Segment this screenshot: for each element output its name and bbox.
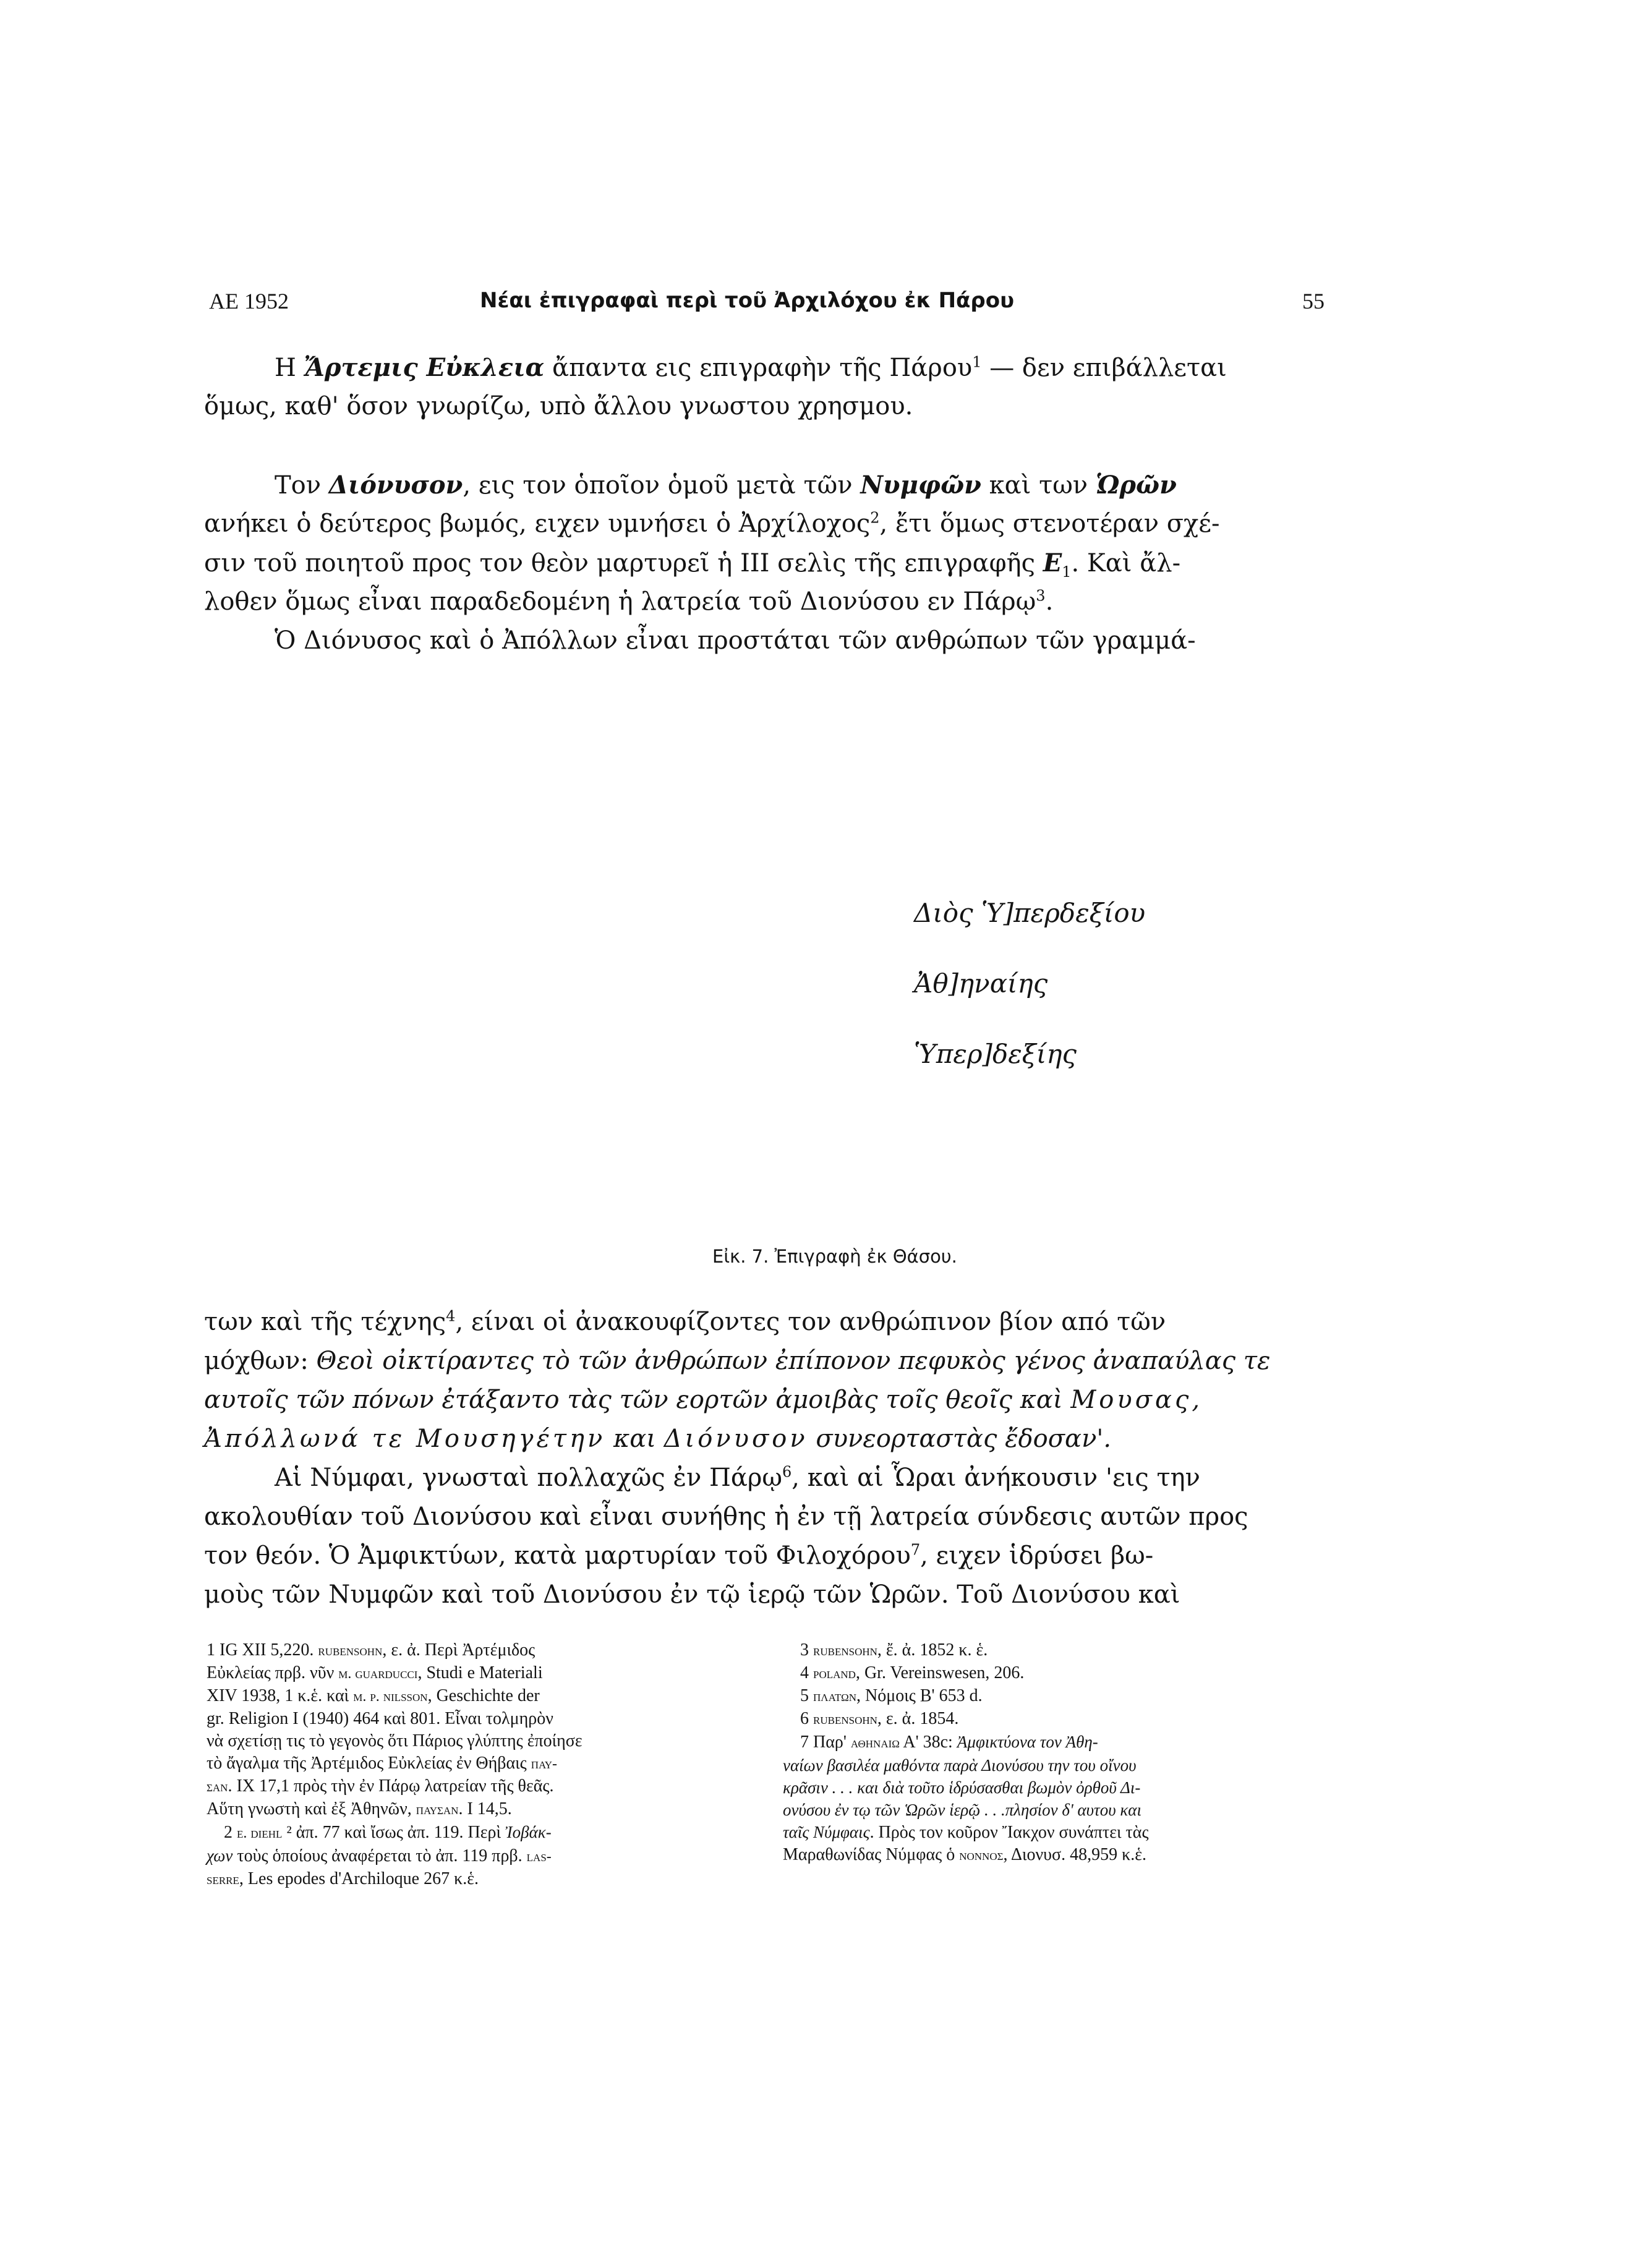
footnote-line: XIV 1938, 1 κ.ἑ. καὶ m. p. nilsson, Geschichte der	[207, 1686, 540, 1705]
text-line: μόχθων: Θεοὶ οἰκτίραντες τὸ τῶν ἀνθρώπων ἐπίπονον πεφυκὸς γένος ἀναπαύλας τε	[204, 1347, 1271, 1375]
text-line: Η Ἄρτεμις Εὐκλεια ἄπαντα εις επιγραφὴν τῆς Πάρου$^1$ — δεν επιβάλλεται	[275, 353, 1227, 382]
text-line: μοὺς τῶν Νυμφῶν καὶ τοῦ Διονύσου ἐν τῷ ἱερῷ τῶν Ὡρῶν. Τοῦ Διονύσου καὶ	[204, 1580, 1180, 1609]
footnote-line: ναίων βασιλέα μαθόντα παρὰ Διονύσου την του οἴνου	[783, 1756, 1137, 1775]
footnote-line: 2 e. diehl ² ἀπ. 77 καὶ ἴσως ἀπ. 119. Περὶ Ἰοβάκ-	[224, 1823, 552, 1842]
footnotes-right-column	[783, 1639, 1308, 1867]
footnote-line: 7 Παρ' αθηναιω Α' 38c: Ἀμφικτύονα τον Ἀθη-	[800, 1733, 1098, 1752]
article-title: Νέαι ἐπιγραφαὶ περὶ τοῦ Ἀρχιλόχου ἐκ Πάρου	[480, 288, 1015, 313]
journal-label: ΑΕ 1952	[209, 289, 289, 313]
footnote-line: serre, Les epodes d'Archiloque 267 κ.ἑ.	[207, 1869, 479, 1888]
footnote-line: νὰ σχετίσῃ τις τὸ γεγονὸς ὅτι Πάριος γλύπτης ἐποίησε	[207, 1731, 582, 1750]
text-line: σιν τοῦ ποιητοῦ προς τον θεὸν μαρτυρεῖ ἡ III σελὶς τῆς επιγραφῆς $E_1$. Καὶ ἄλ-	[204, 548, 1181, 581]
footnote-line: 6 rubensohn, ε. ἀ. 1854.	[800, 1709, 959, 1728]
inscription-line: Διὸς Ὑ]περδεξίου	[914, 898, 1146, 928]
footnote-line: χων τοὺς ὁποίους ἀναφέρεται τὸ ἀπ. 119 πρβ. las-	[207, 1846, 552, 1865]
text-line: λοθεν ὅμως εἶναι παραδεδομένη ἡ λατρεία τοῦ Διονύσου εν Πάρῳ$^3$.	[204, 587, 1054, 616]
text-line: ανήκει ὁ δεύτερος βωμός, ειχεν υμνήσει ὁ Ἀρχίλοχος$^2$, ἔτι ὅμως στενοτέραν σχέ-	[204, 509, 1220, 538]
text-line: των καὶ τῆς τέχνης$^4$, είναι οἱ ἀνακουφίζοντες τον ανθρώπινον βίον από τῶν	[204, 1307, 1166, 1336]
footnote-line: 1 IG XII 5,220. rubensohn, ε. ἀ. Περὶ Ἀρτέμιδος	[207, 1640, 535, 1660]
inscription-line: Ὑπερ]δεξίης	[914, 1039, 1077, 1069]
footnote-line: 5 πλατων, Νόμοις Β' 653 d.	[800, 1686, 983, 1705]
footnote-line: ταῖς Νύμφαις. Πρὸς τον κοῦρον Ἴακχον συνάπτει τὰς	[783, 1823, 1149, 1842]
footnote-line: ονύσου ἐν τῳ τῶν Ὡρῶν ἱερῷ . . .πλησίον δ' αυτου και	[783, 1801, 1141, 1819]
text-line: Ἀπόλλωνά τε Μουσηγέτην και Διόνυσον συνεορταστὰς ἔδοσαν'.	[204, 1425, 1112, 1453]
footnote-line: 4 poland, Gr. Vereinswesen, 206.	[800, 1663, 1025, 1682]
footnote-line: κρᾶσιν . . . και διὰ τοῦτο ἱδρύσασθαι βωμὸν ὀρθοῦ Δι-	[783, 1778, 1141, 1797]
text-line: Ὁ Διόνυσος καὶ ὁ Ἀπόλλων εἶναι προστάται τῶν ανθρώπων τῶν γραμμά-	[275, 626, 1196, 655]
footnote-line: σαν. IX 17,1 πρὸς τὴν ἐν Πάρῳ λατρείαν τῆς θεᾶς.	[207, 1776, 554, 1796]
footnotes-left-column	[207, 1639, 732, 1891]
footnote-line: 3 rubensohn, ἔ. ἀ. 1852 κ. ἑ.	[800, 1640, 988, 1660]
text-line: τον θεόν. Ὁ Ἀμφικτύων, κατὰ μαρτυρίαν τοῦ Φιλοχόρου$^7$, ειχεν ἱδρύσει βω-	[204, 1541, 1154, 1570]
text-line: Τον Διόνυσον, εις τον ὁποῖον ὁμοῦ μετὰ τῶν Νυμφῶν καὶ των Ὡρῶν	[275, 471, 1177, 500]
page-number: 55	[1302, 289, 1325, 313]
footnote-line: gr. Religion I (1940) 464 καὶ 801. Εἶναι τολμηρὸν	[207, 1709, 553, 1728]
footnote-line: Μαραθωνίδας Νύμφας ὁ νοννος, Διονυσ. 48,959 κ.ἑ.	[783, 1845, 1146, 1864]
running-head	[209, 288, 1325, 325]
text-line: αυτοῖς τῶν πόνων ἐτάξαντο τὰς τῶν εορτῶν ἀμοιβὰς τοῖς θεοῖς καὶ Μουσας,	[204, 1386, 1203, 1414]
text-line: Αἱ Νύμφαι, γνωσταὶ πολλαχῶς ἐν Πάρῳ$^6$, καὶ αἱ Ὧραι ἀνήκουσιν 'εις την	[275, 1463, 1200, 1492]
figure-caption: Εἰκ. 7. Ἐπιγραφὴ ἐκ Θάσου.	[712, 1246, 957, 1267]
inscription-line: Ἀθ]ηναίης	[914, 968, 1048, 999]
footnote-line: τὸ ἄγαλμα τῆς Ἀρτέμιδος Εὐκλείας ἐν Θήβαις παυ-	[207, 1754, 558, 1773]
footnote-line: Αὕτη γνωστὴ καὶ ἐξ Ἀθηνῶν, παυσαν. I 14,5.	[207, 1799, 512, 1818]
text-line: ὅμως, καθ' ὅσον γνωρίζω, υπὸ ἄλλου γνωστου χρησμου.	[204, 392, 913, 420]
footnote-line: Εὐκλείας πρβ. νῦν m. guarducci, Studi e Materiali	[207, 1663, 543, 1682]
text-line: ακολουθίαν τοῦ Διονύσου καὶ εἶναι συνήθης ἡ ἐν τῇ λατρεία σύνδεσις αυτῶν προς	[204, 1503, 1248, 1531]
inscription-figure	[914, 878, 1145, 1089]
